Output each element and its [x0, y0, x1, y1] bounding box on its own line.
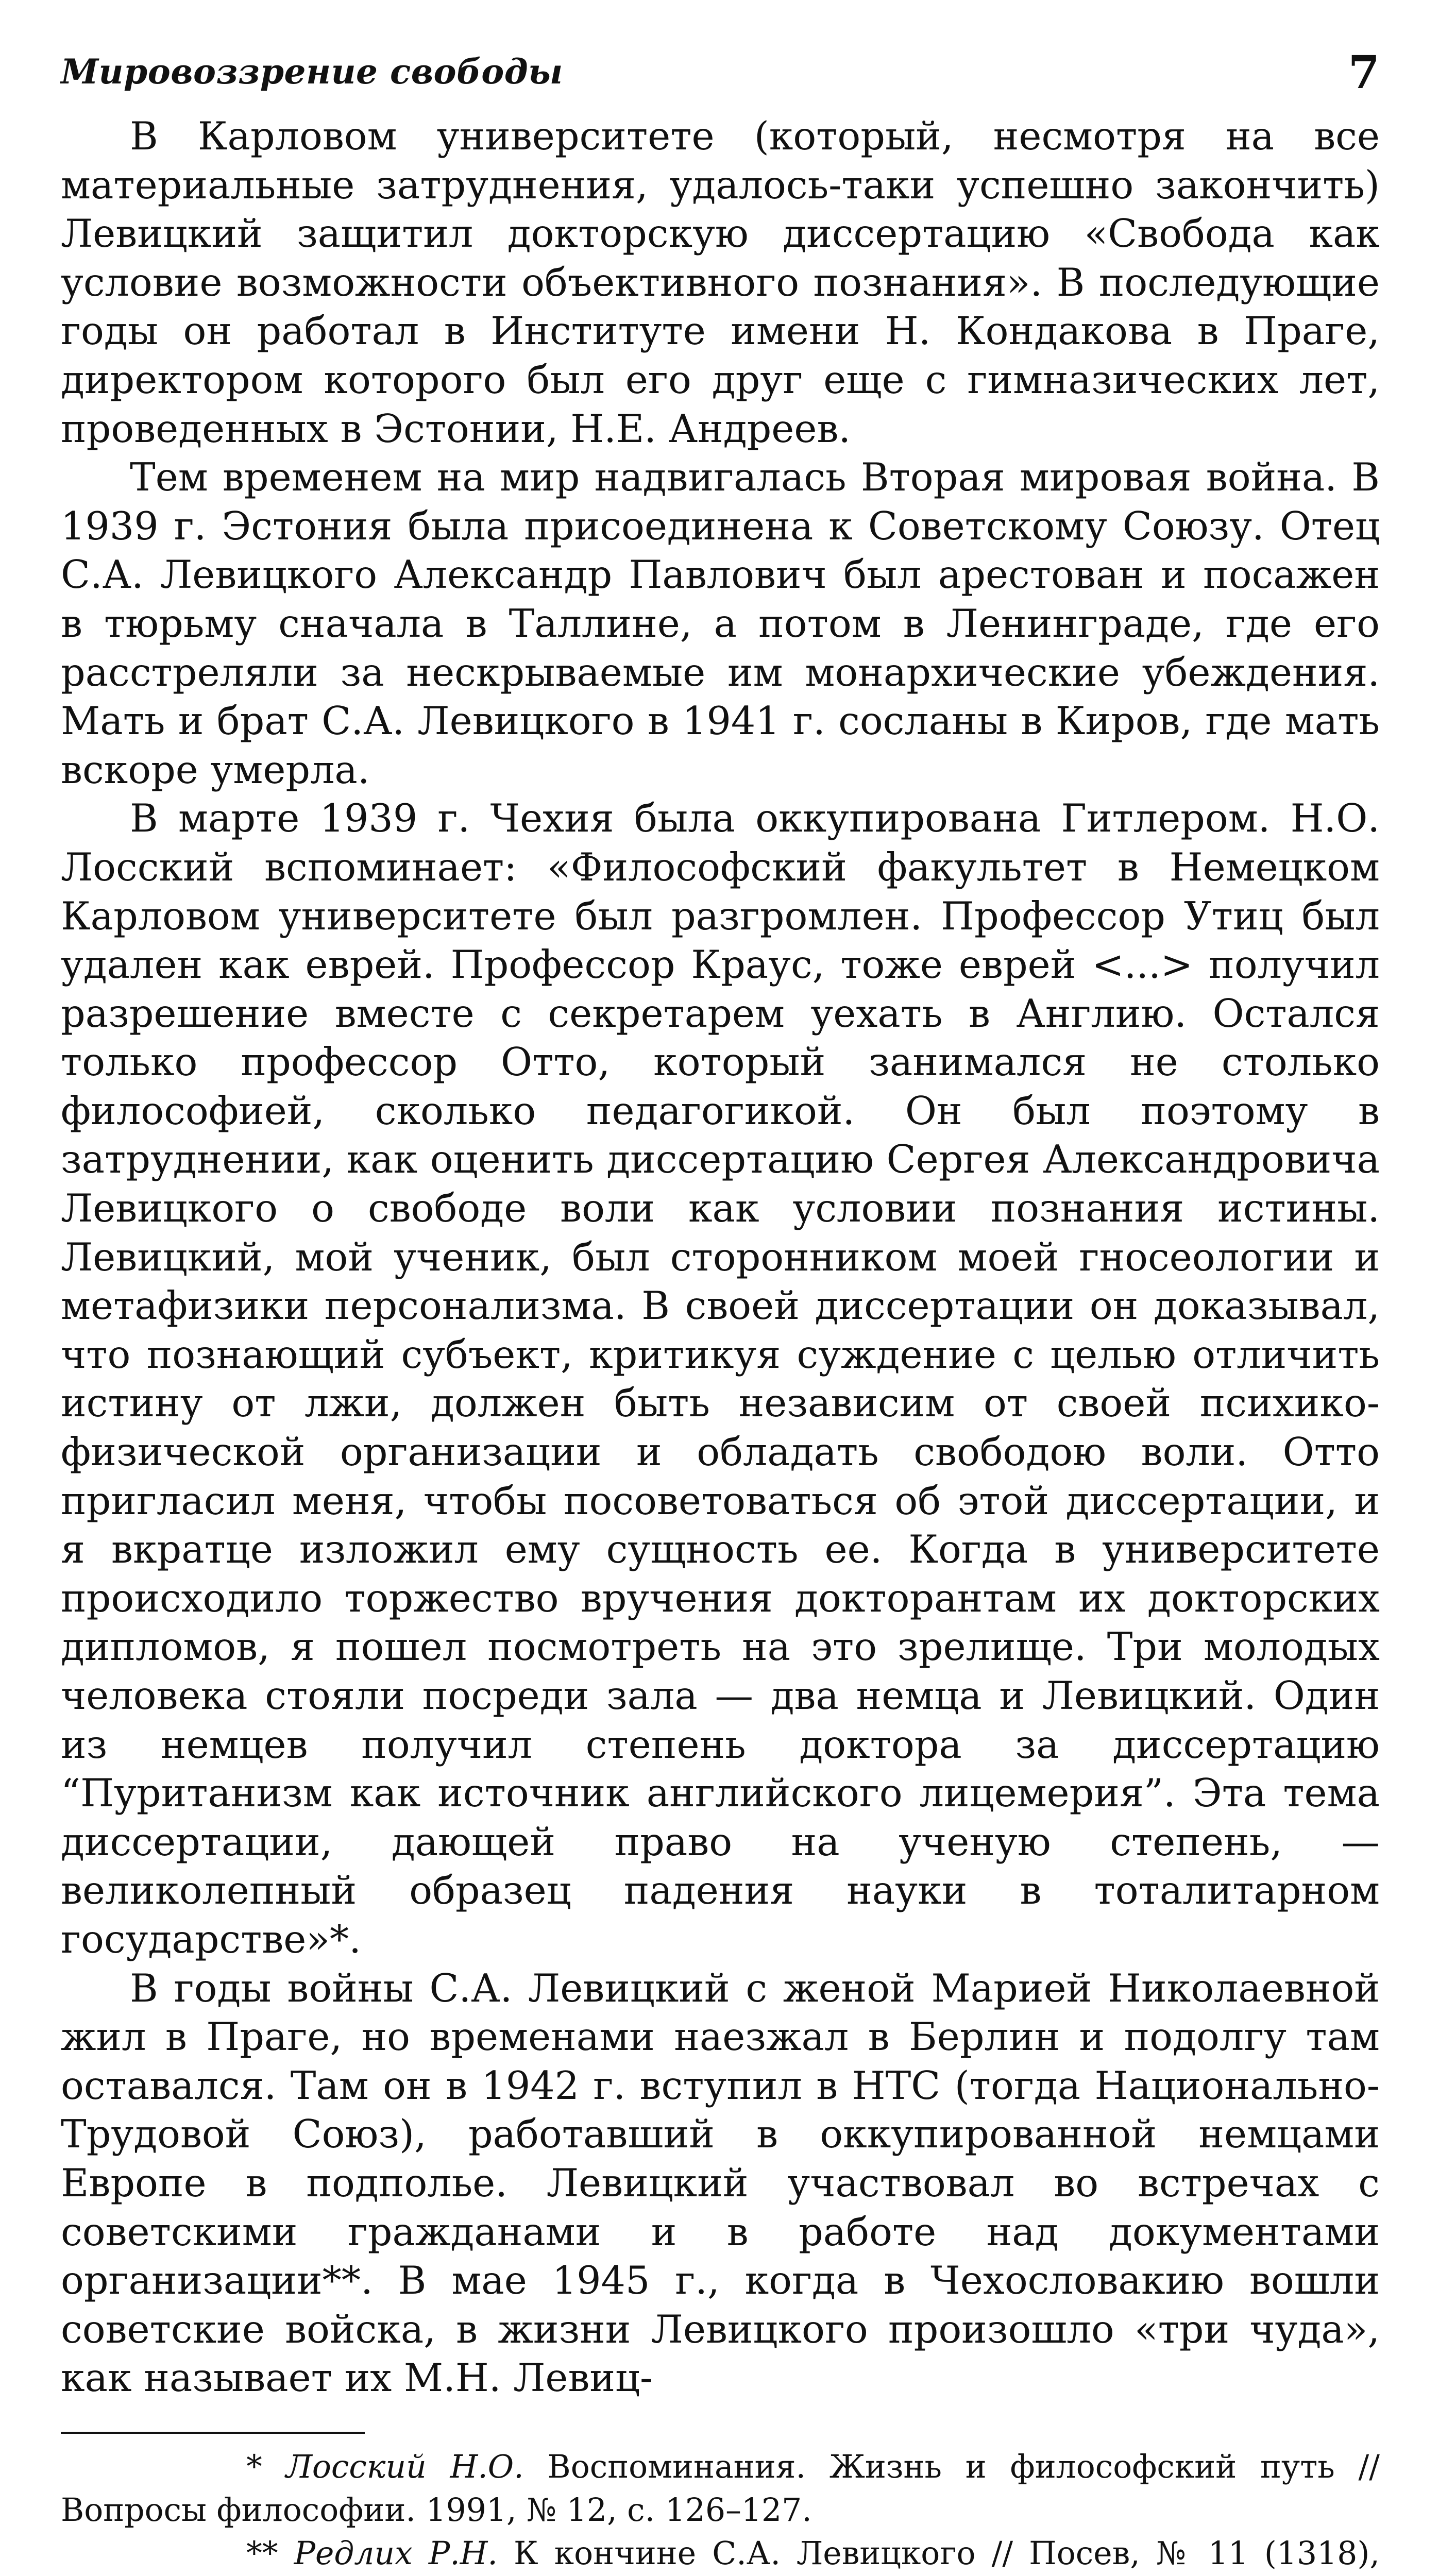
body-text [61, 112, 1380, 2403]
footnote [61, 2532, 1380, 2576]
footnote-text: К кончине С.А. Левицкого // Посев, № 11 (1318), [513, 2534, 1380, 2572]
footnote-marker: ** [246, 2534, 278, 2572]
book-page [61, 45, 1380, 2572]
footnote-text: Воспоминания. Жизнь и философский путь // Вопросы философии. 1991, № 12, с. 126–127. [61, 2448, 1380, 2529]
footnotes [61, 2445, 1380, 2576]
footnote-author: Лосский Н.О. [285, 2448, 524, 2485]
running-head-title: Мировоззрение свободы [61, 52, 563, 92]
paragraph: Тем временем на мир надвигалась Вторая мировая война. В 1939 г. Эстония была присоединена к Советскому Союзу. Отец С.А. Левицкого Александр Павлович был арестован и посажен в тюрьму сначала в Таллине, а потом в Ленинграде, где его расстреляли за нескрываемые им монархические убеждения. Мать и брат С.А. Левицкого в 1941 г. сосланы в Киров, где мать вскоре умерла. [61, 455, 1380, 792]
footnote [61, 2445, 1380, 2532]
paragraph: В марте 1939 г. Чехия была оккупирована Гитлером. Н.О. Лосский вспоминает: «Философский факультет в Немецком Карловом университете был разгромлен. Профессор Утиц был удален как еврей. Профессор Краус, тоже еврей <...> получил разрешение вместе с секретарем уехать в Англию. Остался только профессор Отто, который занимался не столько философией, сколько педагогикой. Он был поэтому в затруднении, как оценить диссертацию Сергея Александровича Левицкого о свободе воли как условии познания истины. Левицкий, мой ученик, был сторонником моей гносеологии и метафизики персонализма. В своей диссертации он доказывал, что познающий субъект, критикуя суждение с целью отличить истину от лжи, должен быть независим от своей психико-физической организации и обладать свободою воли. Отто пригласил меня, чтобы посоветоваться об этой диссертации, и я вкратце изложил ему сущность ее. Когда в университете происходило торжество вручения докторантам их докторских дипломов, я пошел посмотреть на это зрелище. Три молодых человека стояли посреди зала — два немца и Левицкий. Один из немцев получил степень доктора за диссертацию “Пуританизм как источник английского лицемерия”. Эта тема диссертации, дающей право на ученую степень, — великолепный образец падения науки в тоталитарном государстве»*. [61, 796, 1380, 1962]
page-number: 7 [1348, 45, 1380, 99]
footnote-marker: * [246, 2448, 262, 2485]
footnote-author: Редлих Р.Н. [294, 2534, 498, 2572]
footnote-separator [61, 2432, 365, 2434]
paragraph: В Карловом университете (который, несмотря на все материальные затруднения, удалось-таки успешно закончить) Левицкий защитил докторскую диссертацию «Свобода как условие возможности объективного познания». В последующие годы он работал в Институте имени Н. Кондакова в Праге, директором которого был его друг еще с гимназических лет, проведенных в Эстонии, Н.Е. Андреев. [61, 114, 1380, 451]
running-head [61, 45, 1380, 112]
paragraph: В годы войны С.А. Левицкий с женой Марией Николаевной жил в Праге, но временами наезжал в Берлин и подолгу там оставался. Там он в 1942 г. вступил в НТС (тогда Национально-Трудовой Союз), работавший в оккупированной немцами Европе в подполье. Левицкий участвовал во встречах с советскими гражданами и в работе над документами организации**. В мае 1945 г., когда в Чехословакию вошли советские войска, в жизни Левицкого произошло «три чуда», как называет их М.Н. Левиц- [61, 1965, 1380, 2401]
